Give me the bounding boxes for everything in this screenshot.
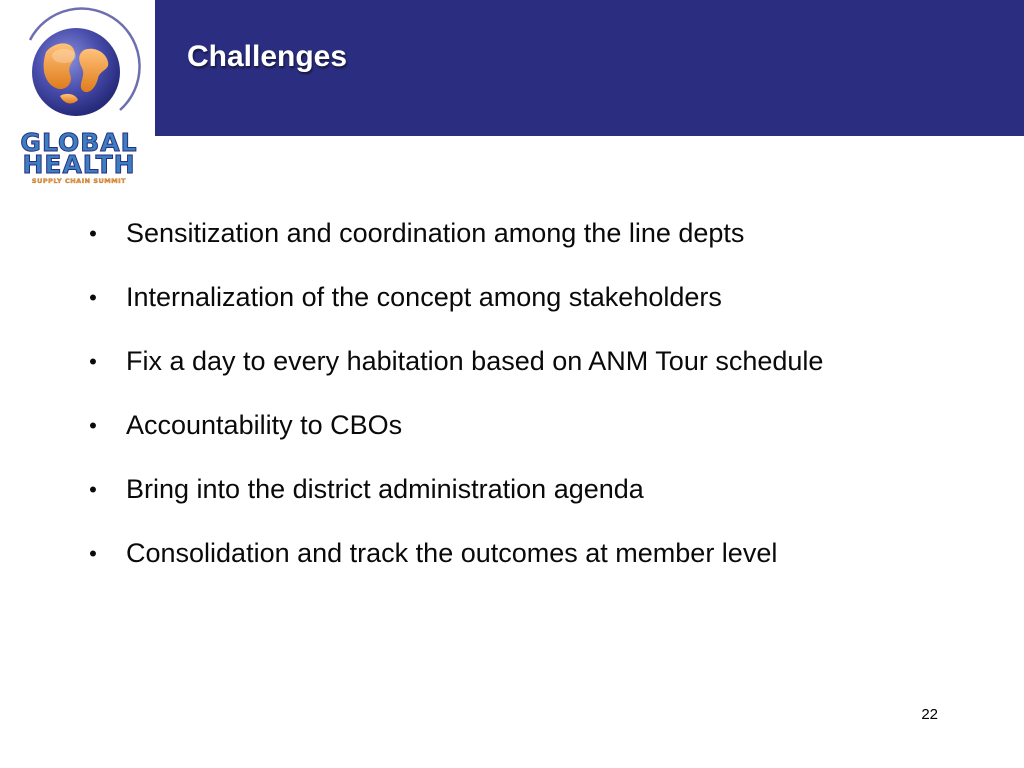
bullet-icon: • <box>89 221 97 246</box>
slide-title: Challenges <box>187 40 348 73</box>
bullet-item <box>85 274 945 321</box>
bullet-item <box>85 402 945 449</box>
logo-text-health: HEALTH <box>22 150 136 179</box>
bullet-text: Accountability to CBOs <box>126 410 403 440</box>
logo-text-global: GLOBAL <box>20 128 138 157</box>
bullet-icon: • <box>89 541 97 566</box>
bullet-text: Internalization of the concept among stakeholders <box>126 282 722 312</box>
bullet-list <box>85 210 945 594</box>
bullet-icon: • <box>89 413 97 438</box>
bullet-text: Sensitization and coordination among the line depts <box>126 218 745 248</box>
page-number: 22 <box>921 706 938 723</box>
bullet-icon: • <box>89 349 97 374</box>
globe-icon <box>0 0 155 128</box>
bullet-item <box>85 466 945 513</box>
bullet-item <box>85 210 945 257</box>
bullet-icon: • <box>89 477 97 502</box>
bullet-text: Consolidation and track the outcomes at member level <box>126 538 778 568</box>
bullet-icon: • <box>89 285 97 310</box>
bullet-item <box>85 338 826 385</box>
global-health-logo <box>0 0 155 195</box>
bullet-item <box>85 530 945 577</box>
logo-tagline: SUPPLY CHAIN SUMMIT <box>31 177 127 185</box>
bullet-text: Fix a day to every habitation based on ANM Tour schedule <box>126 346 824 376</box>
bullet-text: Bring into the district administration agenda <box>126 474 644 504</box>
